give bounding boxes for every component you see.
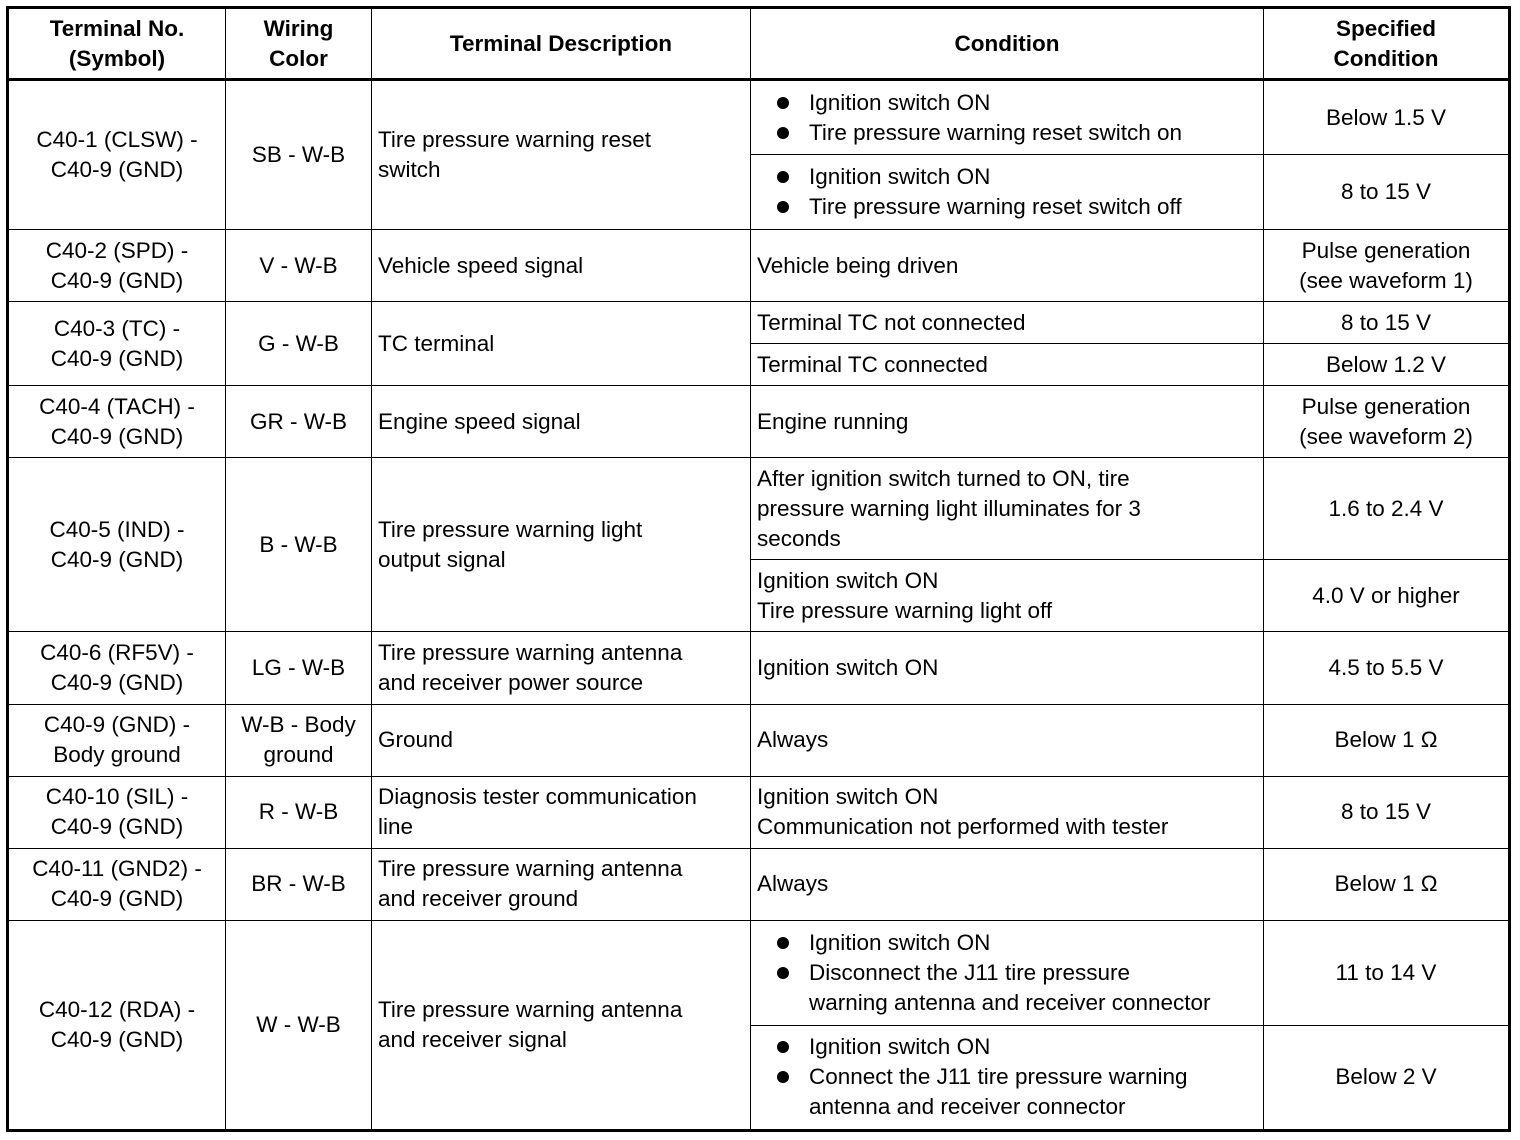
terminal-cell [8,458,226,632]
specified-condition-cell [1264,704,1510,776]
description-cell [372,302,751,386]
text-line: Body ground [53,742,181,768]
condition-bullet-list [757,88,1257,148]
text-line: seconds [757,525,841,551]
text-line: pressure warning light illuminates for 3 [757,495,1141,521]
text-line: C40-6 (RF5V) - [40,640,194,665]
text-line: warning antenna and receiver connector [809,989,1211,1015]
text-line: Diagnosis tester communication [378,784,697,810]
text-line: Connect the J11 tire pressure warning [809,1064,1188,1090]
text-line: C40-9 (GND) [50,423,184,449]
text-line: Below 1.5 V [1325,104,1447,130]
text-line: BR - W-B [251,871,346,897]
text-line: Ignition switch ON [757,655,939,680]
condition-bullet-list [757,162,1257,222]
condition-bullet-item [777,958,1257,1018]
condition-bullet-item [777,88,1257,118]
text-line: 4.5 to 5.5 V [1328,655,1444,680]
text-line: Pulse generation [1301,393,1471,419]
condition-bullet-item [777,928,1257,958]
text-line: ground [263,742,334,768]
text-line: C40-9 (GND) [50,546,184,572]
condition-cell [751,386,1264,458]
wiring-color-cell [226,458,372,632]
text-line: C40-3 (TC) - [53,315,181,341]
condition-bullet-item [777,1032,1257,1062]
header-specified-condition: Specified Condition [1264,8,1510,80]
description-cell [372,920,751,1130]
text-line: 1.6 to 2.4 V [1328,495,1444,521]
table-row [8,302,1510,344]
text-line: TC terminal [378,330,495,356]
wiring-color-cell [226,920,372,1130]
text-line: (see waveform 1) [1299,267,1473,293]
text-line: Below 1 Ω [1334,871,1438,897]
specified-condition-cell [1264,458,1510,560]
bullet-dot-icon [777,97,789,109]
terminal-cell [8,386,226,458]
specified-condition-cell [1264,344,1510,386]
text-line: Disconnect the J11 tire pressure [809,959,1130,985]
description-cell [372,80,751,230]
condition-cell [751,155,1264,230]
text-line: Ignition switch ON [809,1034,991,1060]
bullet-dot-icon [777,201,789,213]
text-line: antenna and receiver connector [809,1094,1126,1120]
text-line: Ignition switch ON [757,567,939,593]
condition-cell [751,80,1264,155]
header-terminal-description: Terminal Description [372,8,751,80]
specified-condition-cell [1264,302,1510,344]
text-line: Ignition switch ON [809,164,991,190]
bullet-dot-icon [777,1041,789,1053]
text-line: and receiver ground [378,886,579,912]
text-line: SB - W-B [251,142,346,168]
text-line: Pulse generation [1301,237,1471,263]
description-cell [372,386,751,458]
condition-bullet-item [777,162,1257,192]
specified-condition-cell [1264,776,1510,848]
text-line: C40-9 (GND) [50,886,184,912]
text-line: C40-10 (SIL) - [45,784,189,810]
text-line: G - W-B [258,330,339,356]
table-row [8,230,1510,302]
condition-cell [751,776,1264,848]
condition-cell [751,920,1264,1025]
description-cell [372,230,751,302]
wiring-color-cell [226,704,372,776]
text-line: (see waveform 2) [1299,423,1473,449]
specified-condition-cell [1264,560,1510,632]
text-line: C40-9 (GND) [50,1026,184,1052]
table-row [8,632,1510,704]
condition-cell [751,848,1264,920]
table-row [8,920,1510,1025]
table-row [8,80,1510,155]
description-cell [372,848,751,920]
condition-cell [751,560,1264,632]
terminal-cell [8,302,226,386]
text-line: R - W-B [258,799,339,825]
description-cell [372,458,751,632]
text-line: After ignition switch turned to ON, tire [757,465,1130,491]
condition-cell [751,230,1264,302]
condition-bullet-item [777,1062,1257,1122]
condition-cell [751,632,1264,704]
specified-condition-cell [1264,848,1510,920]
condition-bullet-item [777,118,1257,148]
specified-condition-cell [1264,230,1510,302]
text-line: Below 1 Ω [1334,727,1438,753]
header-row [8,8,1510,80]
text-line: Ground [378,727,454,753]
text-line: Engine running [757,408,909,434]
text-line: C40-9 (GND) [50,814,184,840]
text-line: 4.0 V or higher [1312,582,1460,608]
description-cell [372,704,751,776]
bullet-dot-icon [777,937,789,949]
wiring-color-cell [226,302,372,386]
header-wiring-color: Wiring Color [226,8,372,80]
text-line: 8 to 15 V [1340,309,1432,335]
text-line: B - W-B [259,531,338,557]
text-line: C40-11 (GND2) - [32,856,202,882]
specified-condition-cell [1264,386,1510,458]
bullet-dot-icon [777,127,789,139]
text-line: Tire pressure warning antenna [378,640,683,665]
text-line: Terminal TC not connected [757,309,1026,335]
text-line: C40-1 (CLSW) - [36,127,198,153]
text-line: 11 to 14 V [1335,959,1437,985]
text-line: V - W-B [259,252,338,278]
bullet-dot-icon [777,171,789,183]
table-body [8,80,1510,1131]
terminal-cell [8,848,226,920]
text-line: Tire pressure warning antenna [378,996,683,1022]
condition-cell [751,704,1264,776]
terminal-cell [8,632,226,704]
table-row [8,386,1510,458]
header-terminal-no: Terminal No. (Symbol) [8,8,226,80]
text-line: Terminal TC connected [757,351,988,377]
table-row [8,704,1510,776]
text-line: C40-12 (RDA) - [38,996,196,1022]
text-line: Always [757,727,829,753]
text-line: Below 2 V [1335,1064,1437,1090]
text-line: Tire pressure warning light [378,516,643,542]
condition-cell [751,1025,1264,1130]
text-line: 8 to 15 V [1340,179,1432,205]
wiring-color-cell [226,230,372,302]
text-line: C40-9 (GND) - [43,712,191,738]
text-line: Vehicle being driven [757,252,959,278]
text-line: output signal [378,546,506,572]
table-row [8,848,1510,920]
text-line: C40-4 (TACH) - [39,393,195,419]
condition-bullet-list [757,928,1257,1018]
wiring-color-cell [226,80,372,230]
specified-condition-cell [1264,920,1510,1025]
terminal-cell [8,776,226,848]
text-line: switch [378,157,441,183]
text-line: Tire pressure warning reset switch off [809,194,1182,220]
condition-bullet-list [757,1032,1257,1122]
text-line: Ignition switch ON [757,784,939,810]
text-line: Tire pressure warning reset [378,127,652,153]
description-cell [372,776,751,848]
wiring-color-cell [226,776,372,848]
specified-condition-cell [1264,80,1510,155]
text-line: Ignition switch ON [809,89,991,115]
text-line: and receiver signal [378,1026,567,1052]
text-line: line [378,814,414,840]
text-line: C40-2 (SPD) - [45,237,189,263]
text-line: Vehicle speed signal [378,252,584,278]
specified-condition-cell [1264,1025,1510,1130]
text-line: LG - W-B [251,655,346,680]
description-cell [372,632,751,704]
header-condition: Condition [751,8,1264,80]
text-line: W - W-B [256,1011,341,1037]
terminal-spec-table [6,6,1511,1132]
terminal-cell [8,704,226,776]
condition-cell [751,302,1264,344]
condition-cell [751,344,1264,386]
text-line: Ignition switch ON [809,929,991,955]
wiring-color-cell [226,632,372,704]
text-line: and receiver power source [378,670,644,695]
condition-cell [751,458,1264,560]
wiring-color-cell [226,848,372,920]
text-line: Tire pressure warning antenna [378,856,683,882]
text-line: Tire pressure warning reset switch on [809,119,1183,145]
terminal-cell [8,230,226,302]
text-line: C40-9 (GND) [50,157,184,183]
wiring-color-cell [226,386,372,458]
text-line: Tire pressure warning light off [757,597,1053,623]
terminal-cell [8,80,226,230]
condition-bullet-item [777,192,1257,222]
text-line: W-B - Body [241,712,356,738]
text-line: C40-5 (IND) - [49,516,185,542]
text-line: Below 1.2 V [1325,351,1447,377]
text-line: C40-9 (GND) [50,267,184,293]
text-line: GR - W-B [249,408,348,434]
specified-condition-cell [1264,632,1510,704]
text-line: 8 to 15 V [1340,799,1432,825]
text-line: C40-9 (GND) [50,345,184,371]
table-row [8,458,1510,560]
terminal-cell [8,920,226,1130]
text-line: Engine speed signal [378,408,581,434]
bullet-dot-icon [777,967,789,979]
table-row [8,776,1510,848]
specified-condition-cell [1264,155,1510,230]
bullet-dot-icon [777,1071,789,1083]
text-line: C40-9 (GND) [50,670,184,695]
text-line: Communication not performed with tester [757,814,1169,840]
text-line: Always [757,871,829,897]
